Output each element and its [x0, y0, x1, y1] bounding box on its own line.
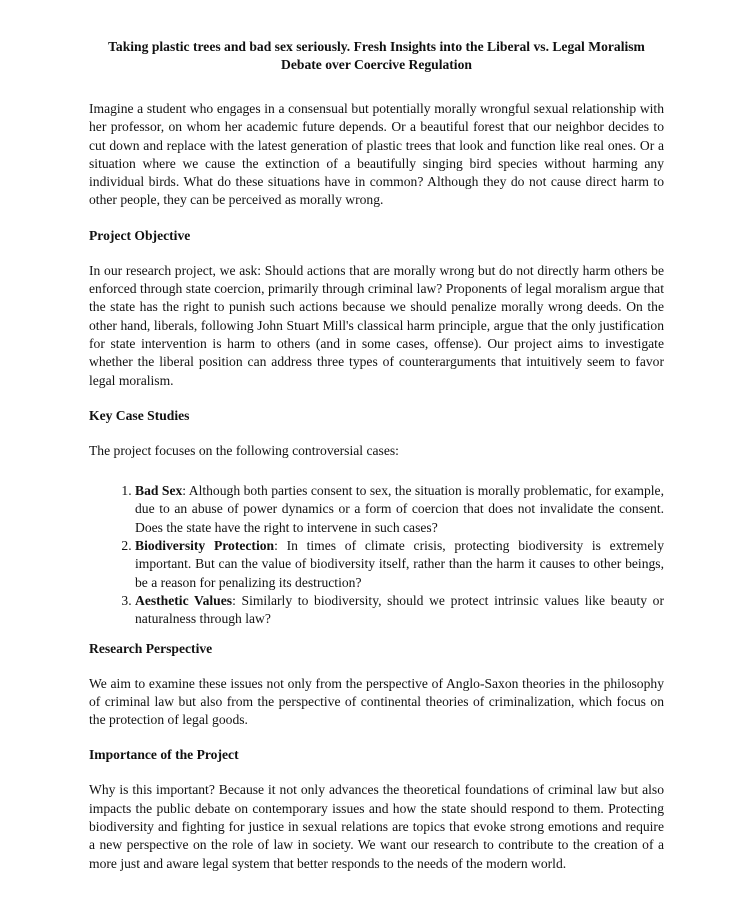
- case-term: Aesthetic Values: [135, 592, 233, 608]
- case-term: Biodiversity Protection: [135, 538, 275, 554]
- document-title: Taking plastic trees and bad sex seriously. Fresh Insights into the Liberal vs. Legal Moralism Debate over Coercive Regulation: [108, 39, 645, 72]
- perspective-paragraph: We aim to examine these issues not only from the perspective of Anglo-Saxon theories in the philosophy of criminal law but also from the perspective of continental theories of criminalization, which focus on the protection of legal goods.: [89, 675, 664, 728]
- case-term: Bad Sex: [135, 483, 183, 499]
- case-text: : In times of climate crisis, protecting biodiversity is extremely important. But can the value of biodiversity itself, rather than the harm it causes to other beings, be a reason for penalizing its destruction?: [135, 538, 664, 590]
- case-text: : Although both parties consent to sex, the situation is morally problematic, for example, due to an abuse of power dynamics or a form of coercion that does not invalidate the consent. Does the state have the right to intervene in such cases?: [135, 483, 664, 535]
- list-item: [135, 537, 664, 592]
- objective-paragraph: In our research project, we ask: Should actions that are morally wrong but do not directly harm others be enforced through state coercion, primarily through criminal law? Proponents of legal moralism argue that the state has the right to punish such actions because we should penalize morally wrong deeds. On the other hand, liberals, following John Stuart Mill's classical harm principle, argue that the only justification for state intervention is harm to others (and in some cases, offense). Our project aims to investigate whether the liberal position can address three types of counterarguments that intuitively seem to favor legal moralism.: [89, 262, 664, 388]
- list-item: [135, 482, 664, 537]
- case-list: [89, 482, 664, 628]
- case-text: : Similarly to biodiversity, should we protect intrinsic values like beauty or naturalness through law?: [135, 592, 664, 627]
- importance-heading: Importance of the Project: [89, 747, 239, 763]
- cases-intro: The project focuses on the following controversial cases:: [89, 442, 399, 458]
- cases-heading: Key Case Studies: [89, 407, 190, 423]
- perspective-heading: Research Perspective: [89, 640, 213, 656]
- list-item: [135, 592, 664, 629]
- objective-heading: Project Objective: [89, 227, 191, 243]
- intro-paragraph: Imagine a student who engages in a consensual but potentially morally wrongful sexual relationship with her professor, on whom her academic future depends. Or a beautiful forest that our neighbor decides to cut down and replace with the latest generation of plastic trees that look and function like real ones. Or a situation where we cause the extinction of a beautifully singing bird species without harming any individual birds. What do these situations have in common? Although they do not cause direct harm to other people, they can be perceived as morally wrong.: [89, 101, 664, 208]
- importance-paragraph: Why is this important? Because it not only advances the theoretical foundations of criminal law but also impacts the public debate on contemporary issues and how the state should respond to them. Protecting biodiversity and fighting for justice in sexual relations are topics that evoke strong emotions and require a new perspective on the role of law in society. We want our research to contribute to the creation of a more just and aware legal system that better responds to the needs of the modern world.: [89, 782, 664, 871]
